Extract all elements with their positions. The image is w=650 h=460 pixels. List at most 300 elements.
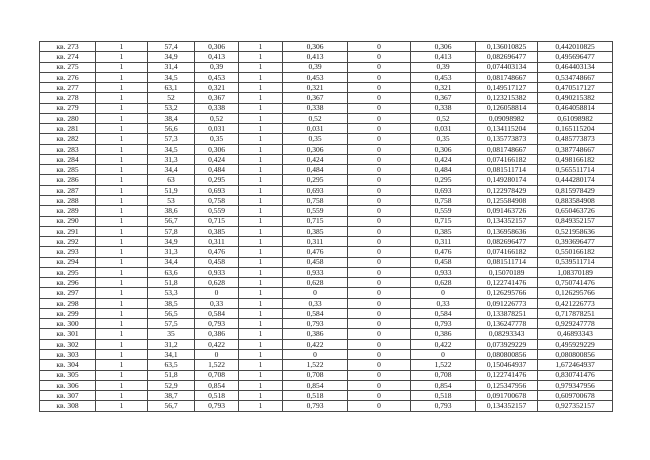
value-cell: 1 xyxy=(96,175,148,185)
row-label-cell: кв. 275 xyxy=(40,62,96,72)
value-cell: 0,126295766 xyxy=(538,288,613,298)
value-cell: 0,413 xyxy=(411,52,476,62)
table-row xyxy=(40,360,613,370)
value-cell: 1 xyxy=(96,52,148,62)
value-cell: 0,134352157 xyxy=(476,401,538,412)
value-cell: 0,453 xyxy=(283,72,348,82)
value-cell: 1 xyxy=(96,154,148,164)
value-cell: 0,708 xyxy=(195,370,239,380)
value-cell: 0,133878251 xyxy=(476,308,538,318)
value-cell: 1 xyxy=(96,83,148,93)
value-cell: 0,306 xyxy=(411,144,476,154)
row-label-cell: кв. 283 xyxy=(40,144,96,154)
value-cell: 0,136247778 xyxy=(476,319,538,329)
value-cell: 35 xyxy=(148,329,195,339)
value-cell: 0 xyxy=(348,237,411,247)
value-cell: 34,4 xyxy=(148,165,195,175)
value-cell: 0,717878251 xyxy=(538,308,613,318)
value-cell: 0,081511714 xyxy=(476,257,538,267)
table-row xyxy=(40,154,613,164)
value-cell: 0 xyxy=(283,349,348,359)
value-cell: 1 xyxy=(96,339,148,349)
value-cell: 0,854 xyxy=(195,380,239,390)
value-cell: 0,134115204 xyxy=(476,124,538,134)
table-row xyxy=(40,216,613,226)
value-cell: 1 xyxy=(239,298,283,308)
value-cell: 0 xyxy=(348,380,411,390)
value-cell: 0,091226773 xyxy=(476,298,538,308)
value-cell: 0,708 xyxy=(411,370,476,380)
value-cell: 1 xyxy=(239,62,283,72)
value-cell: 56,7 xyxy=(148,401,195,412)
value-cell: 1 xyxy=(239,360,283,370)
value-cell: 0,793 xyxy=(411,401,476,412)
row-label-cell: кв. 282 xyxy=(40,134,96,144)
value-cell: 1 xyxy=(96,257,148,267)
row-label-cell: кв. 279 xyxy=(40,103,96,113)
value-cell: 56,5 xyxy=(148,308,195,318)
value-cell: 0 xyxy=(348,83,411,93)
table-row xyxy=(40,308,613,318)
value-cell: 0,927352157 xyxy=(538,401,613,412)
value-cell: 0,413 xyxy=(283,52,348,62)
value-cell: 52,9 xyxy=(148,380,195,390)
value-cell: 0,484 xyxy=(195,165,239,175)
table-row xyxy=(40,401,613,412)
value-cell: 0,715 xyxy=(195,216,239,226)
value-cell: 1 xyxy=(239,319,283,329)
value-cell: 0,453 xyxy=(195,72,239,82)
value-cell: 0,338 xyxy=(411,103,476,113)
value-cell: 0 xyxy=(195,288,239,298)
value-cell: 0,693 xyxy=(411,185,476,195)
value-cell: 0,135773873 xyxy=(476,134,538,144)
value-cell: 1 xyxy=(96,308,148,318)
value-cell: 0,793 xyxy=(195,319,239,329)
value-cell: 0,413 xyxy=(195,52,239,62)
value-cell: 1 xyxy=(239,83,283,93)
value-cell: 0,35 xyxy=(411,134,476,144)
row-label-cell: кв. 276 xyxy=(40,72,96,82)
value-cell: 0 xyxy=(348,329,411,339)
value-cell: 0,367 xyxy=(411,93,476,103)
value-cell: 0,080800856 xyxy=(538,349,613,359)
value-cell: 1 xyxy=(239,175,283,185)
value-cell: 0,518 xyxy=(411,391,476,401)
value-cell: 1 xyxy=(239,288,283,298)
row-label-cell: кв. 290 xyxy=(40,216,96,226)
value-cell: 1 xyxy=(96,185,148,195)
value-cell: 0,082696477 xyxy=(476,52,538,62)
value-cell: 1 xyxy=(96,144,148,154)
value-cell: 0,031 xyxy=(283,124,348,134)
value-cell: 0,830741476 xyxy=(538,370,613,380)
value-cell: 56,7 xyxy=(148,216,195,226)
value-cell: 0 xyxy=(348,185,411,195)
value-cell: 51,8 xyxy=(148,278,195,288)
value-cell: 63 xyxy=(148,175,195,185)
value-cell: 0,464403134 xyxy=(538,62,613,72)
value-cell: 0 xyxy=(348,216,411,226)
value-cell: 0,750741476 xyxy=(538,278,613,288)
value-cell: 0 xyxy=(348,298,411,308)
table-row xyxy=(40,380,613,390)
value-cell: 1 xyxy=(239,401,283,412)
table-row xyxy=(40,113,613,123)
value-cell: 0,125584908 xyxy=(476,195,538,205)
value-cell: 0,708 xyxy=(283,370,348,380)
value-cell: 0,693 xyxy=(195,185,239,195)
value-cell: 0,367 xyxy=(195,93,239,103)
value-cell: 0,476 xyxy=(195,247,239,257)
value-cell: 0,367 xyxy=(283,93,348,103)
value-cell: 0,495696477 xyxy=(538,52,613,62)
value-cell: 0 xyxy=(348,52,411,62)
value-cell: 0 xyxy=(348,257,411,267)
value-cell: 38,5 xyxy=(148,298,195,308)
table-row xyxy=(40,144,613,154)
row-label-cell: кв. 297 xyxy=(40,288,96,298)
value-cell: 0,126058814 xyxy=(476,103,538,113)
value-cell: 0,424 xyxy=(283,154,348,164)
value-cell: 53,2 xyxy=(148,103,195,113)
value-cell: 0,52 xyxy=(411,113,476,123)
value-cell: 0,476 xyxy=(411,247,476,257)
value-cell: 0,306 xyxy=(283,144,348,154)
value-cell: 0,559 xyxy=(195,206,239,216)
value-cell: 63,1 xyxy=(148,83,195,93)
table-row xyxy=(40,52,613,62)
value-cell: 0,476 xyxy=(283,247,348,257)
value-cell: 0,074166182 xyxy=(476,154,538,164)
value-cell: 1 xyxy=(239,124,283,134)
value-cell: 0,306 xyxy=(411,42,476,52)
value-cell: 0,609700678 xyxy=(538,391,613,401)
value-cell: 38,4 xyxy=(148,113,195,123)
value-cell: 0,854 xyxy=(411,380,476,390)
value-cell: 0,385 xyxy=(411,226,476,236)
value-cell: 1 xyxy=(239,308,283,318)
value-cell: 0,165115204 xyxy=(538,124,613,134)
value-cell: 0,35 xyxy=(283,134,348,144)
value-cell: 0 xyxy=(348,267,411,277)
value-cell: 0 xyxy=(348,288,411,298)
value-cell: 1 xyxy=(96,237,148,247)
value-cell: 0,386 xyxy=(195,329,239,339)
value-cell: 0,933 xyxy=(195,267,239,277)
value-cell: 0,758 xyxy=(195,195,239,205)
value-cell: 0,484 xyxy=(283,165,348,175)
value-cell: 1 xyxy=(239,154,283,164)
value-cell: 0,338 xyxy=(195,103,239,113)
table-row xyxy=(40,237,613,247)
value-cell: 0,311 xyxy=(195,237,239,247)
value-cell: 0,518 xyxy=(283,391,348,401)
value-cell: 31,3 xyxy=(148,154,195,164)
value-cell: 57,3 xyxy=(148,134,195,144)
table-row xyxy=(40,370,613,380)
table-row xyxy=(40,93,613,103)
value-cell: 1 xyxy=(96,319,148,329)
value-cell: 0,09098982 xyxy=(476,113,538,123)
value-cell: 0 xyxy=(348,401,411,412)
value-cell: 51,8 xyxy=(148,370,195,380)
value-cell: 1 xyxy=(96,113,148,123)
row-label-cell: кв. 288 xyxy=(40,195,96,205)
value-cell: 0,584 xyxy=(411,308,476,318)
value-cell: 31,2 xyxy=(148,339,195,349)
value-cell: 0 xyxy=(348,339,411,349)
value-cell: 0,311 xyxy=(283,237,348,247)
value-cell: 1 xyxy=(239,380,283,390)
value-cell: 0,122741476 xyxy=(476,370,538,380)
value-cell: 0,424 xyxy=(411,154,476,164)
value-cell: 0,565511714 xyxy=(538,165,613,175)
value-cell: 0,311 xyxy=(411,237,476,247)
value-cell: 1 xyxy=(96,124,148,134)
value-cell: 1 xyxy=(239,278,283,288)
value-cell: 0,385 xyxy=(195,226,239,236)
value-cell: 0,136958636 xyxy=(476,226,538,236)
table-row xyxy=(40,42,613,52)
value-cell: 0,559 xyxy=(283,206,348,216)
value-cell: 0,122741476 xyxy=(476,278,538,288)
value-cell: 0 xyxy=(348,93,411,103)
value-cell: 0 xyxy=(411,288,476,298)
table-row xyxy=(40,175,613,185)
value-cell: 0,338 xyxy=(283,103,348,113)
value-cell: 0,321 xyxy=(411,83,476,93)
value-cell: 63,5 xyxy=(148,360,195,370)
value-cell: 0 xyxy=(348,62,411,72)
value-cell: 0 xyxy=(348,134,411,144)
value-cell: 1 xyxy=(96,93,148,103)
table-row xyxy=(40,206,613,216)
value-cell: 51,9 xyxy=(148,185,195,195)
table-row xyxy=(40,247,613,257)
row-label-cell: кв. 281 xyxy=(40,124,96,134)
row-label-cell: кв. 299 xyxy=(40,308,96,318)
value-cell: 0,149517127 xyxy=(476,83,538,93)
value-cell: 0,33 xyxy=(283,298,348,308)
row-label-cell: кв. 294 xyxy=(40,257,96,267)
value-cell: 1 xyxy=(239,72,283,82)
value-cell: 34,4 xyxy=(148,257,195,267)
value-cell: 0,521958636 xyxy=(538,226,613,236)
value-cell: 0,534748667 xyxy=(538,72,613,82)
value-cell: 0,758 xyxy=(411,195,476,205)
row-label-cell: кв. 301 xyxy=(40,329,96,339)
value-cell: 0 xyxy=(348,42,411,52)
table-row xyxy=(40,288,613,298)
value-cell: 0 xyxy=(348,144,411,154)
apartment-table-container xyxy=(39,41,612,412)
value-cell: 1 xyxy=(96,165,148,175)
value-cell: 0 xyxy=(348,226,411,236)
row-label-cell: кв. 278 xyxy=(40,93,96,103)
value-cell: 0 xyxy=(348,195,411,205)
value-cell: 0,031 xyxy=(195,124,239,134)
value-cell: 1 xyxy=(239,103,283,113)
value-cell: 0,758 xyxy=(283,195,348,205)
value-cell: 34,1 xyxy=(148,349,195,359)
value-cell: 1 xyxy=(96,298,148,308)
value-cell: 0,134352157 xyxy=(476,216,538,226)
value-cell: 0,39 xyxy=(411,62,476,72)
row-label-cell: кв. 308 xyxy=(40,401,96,412)
value-cell: 0,559 xyxy=(411,206,476,216)
row-label-cell: кв. 304 xyxy=(40,360,96,370)
value-cell: 56,6 xyxy=(148,124,195,134)
value-cell: 0,584 xyxy=(283,308,348,318)
value-cell: 31,4 xyxy=(148,62,195,72)
value-cell: 0,929247778 xyxy=(538,319,613,329)
value-cell: 1,08370189 xyxy=(538,267,613,277)
table-row xyxy=(40,349,613,359)
value-cell: 0 xyxy=(348,247,411,257)
value-cell: 34,9 xyxy=(148,52,195,62)
table-row xyxy=(40,83,613,93)
value-cell: 0,35 xyxy=(195,134,239,144)
value-cell: 1 xyxy=(96,72,148,82)
value-cell: 0,126295766 xyxy=(476,288,538,298)
value-cell: 0,424 xyxy=(195,154,239,164)
value-cell: 0,081748667 xyxy=(476,72,538,82)
value-cell: 0 xyxy=(348,113,411,123)
value-cell: 1 xyxy=(239,226,283,236)
table-row xyxy=(40,134,613,144)
value-cell: 0,321 xyxy=(283,83,348,93)
row-label-cell: кв. 284 xyxy=(40,154,96,164)
value-cell: 31,3 xyxy=(148,247,195,257)
value-cell: 0,150464937 xyxy=(476,360,538,370)
value-cell: 38,6 xyxy=(148,206,195,216)
table-row xyxy=(40,257,613,267)
value-cell: 0 xyxy=(348,391,411,401)
row-label-cell: кв. 274 xyxy=(40,52,96,62)
value-cell: 1 xyxy=(239,237,283,247)
value-cell: 0,393696477 xyxy=(538,237,613,247)
value-cell: 0 xyxy=(348,278,411,288)
value-cell: 52 xyxy=(148,93,195,103)
value-cell: 1 xyxy=(96,134,148,144)
value-cell: 0,125347956 xyxy=(476,380,538,390)
value-cell: 0 xyxy=(348,165,411,175)
value-cell: 0,628 xyxy=(195,278,239,288)
row-label-cell: кв. 306 xyxy=(40,380,96,390)
value-cell: 0,080800856 xyxy=(476,349,538,359)
value-cell: 0 xyxy=(411,349,476,359)
value-cell: 63,6 xyxy=(148,267,195,277)
apartment-data-table xyxy=(39,41,613,412)
value-cell: 0,518 xyxy=(195,391,239,401)
row-label-cell: кв. 293 xyxy=(40,247,96,257)
row-label-cell: кв. 280 xyxy=(40,113,96,123)
value-cell: 1 xyxy=(239,195,283,205)
value-cell: 0 xyxy=(348,308,411,318)
value-cell: 57,8 xyxy=(148,226,195,236)
table-row xyxy=(40,103,613,113)
table-row xyxy=(40,298,613,308)
value-cell: 1 xyxy=(239,93,283,103)
value-cell: 1 xyxy=(96,360,148,370)
value-cell: 1 xyxy=(96,206,148,216)
value-cell: 0,321 xyxy=(195,83,239,93)
value-cell: 0,295 xyxy=(195,175,239,185)
value-cell: 1 xyxy=(96,278,148,288)
value-cell: 0,470517127 xyxy=(538,83,613,93)
value-cell: 0,306 xyxy=(283,42,348,52)
value-cell: 1 xyxy=(239,165,283,175)
value-cell: 0,793 xyxy=(195,401,239,412)
row-label-cell: кв. 289 xyxy=(40,206,96,216)
table-row xyxy=(40,226,613,236)
value-cell: 1 xyxy=(239,339,283,349)
value-cell: 1 xyxy=(239,52,283,62)
row-label-cell: кв. 285 xyxy=(40,165,96,175)
value-cell: 0,933 xyxy=(283,267,348,277)
value-cell: 1 xyxy=(96,329,148,339)
value-cell: 0,123215382 xyxy=(476,93,538,103)
value-cell: 0,650463726 xyxy=(538,206,613,216)
value-cell: 0,15070189 xyxy=(476,267,538,277)
table-row xyxy=(40,62,613,72)
value-cell: 1 xyxy=(239,349,283,359)
value-cell: 1 xyxy=(96,401,148,412)
value-cell: 0 xyxy=(348,360,411,370)
value-cell: 0,485773873 xyxy=(538,134,613,144)
value-cell: 0 xyxy=(348,349,411,359)
value-cell: 57,5 xyxy=(148,319,195,329)
value-cell: 0 xyxy=(348,124,411,134)
value-cell: 0,385 xyxy=(283,226,348,236)
value-cell: 0,091463726 xyxy=(476,206,538,216)
table-row xyxy=(40,195,613,205)
value-cell: 1 xyxy=(96,349,148,359)
value-cell: 0 xyxy=(348,319,411,329)
value-cell: 0,39 xyxy=(195,62,239,72)
value-cell: 0,883584908 xyxy=(538,195,613,205)
value-cell: 53 xyxy=(148,195,195,205)
value-cell: 0,136010825 xyxy=(476,42,538,52)
value-cell: 1 xyxy=(239,206,283,216)
value-cell: 0,422 xyxy=(283,339,348,349)
value-cell: 0,442010825 xyxy=(538,42,613,52)
value-cell: 0,031 xyxy=(411,124,476,134)
value-cell: 0,444280174 xyxy=(538,175,613,185)
value-cell: 0,484 xyxy=(411,165,476,175)
value-cell: 0,693 xyxy=(283,185,348,195)
value-cell: 53,3 xyxy=(148,288,195,298)
value-cell: 0,306 xyxy=(195,42,239,52)
value-cell: 0,122978429 xyxy=(476,185,538,195)
value-cell: 1 xyxy=(239,185,283,195)
value-cell: 1 xyxy=(96,42,148,52)
value-cell: 1 xyxy=(239,247,283,257)
value-cell: 1,672464937 xyxy=(538,360,613,370)
row-label-cell: кв. 307 xyxy=(40,391,96,401)
value-cell: 1 xyxy=(96,103,148,113)
value-cell: 0,422 xyxy=(411,339,476,349)
table-body xyxy=(40,42,613,412)
row-label-cell: кв. 296 xyxy=(40,278,96,288)
value-cell: 1 xyxy=(96,247,148,257)
value-cell: 0,46893343 xyxy=(538,329,613,339)
value-cell: 0,33 xyxy=(411,298,476,308)
value-cell: 0,498166182 xyxy=(538,154,613,164)
value-cell: 1 xyxy=(239,257,283,267)
row-label-cell: кв. 295 xyxy=(40,267,96,277)
